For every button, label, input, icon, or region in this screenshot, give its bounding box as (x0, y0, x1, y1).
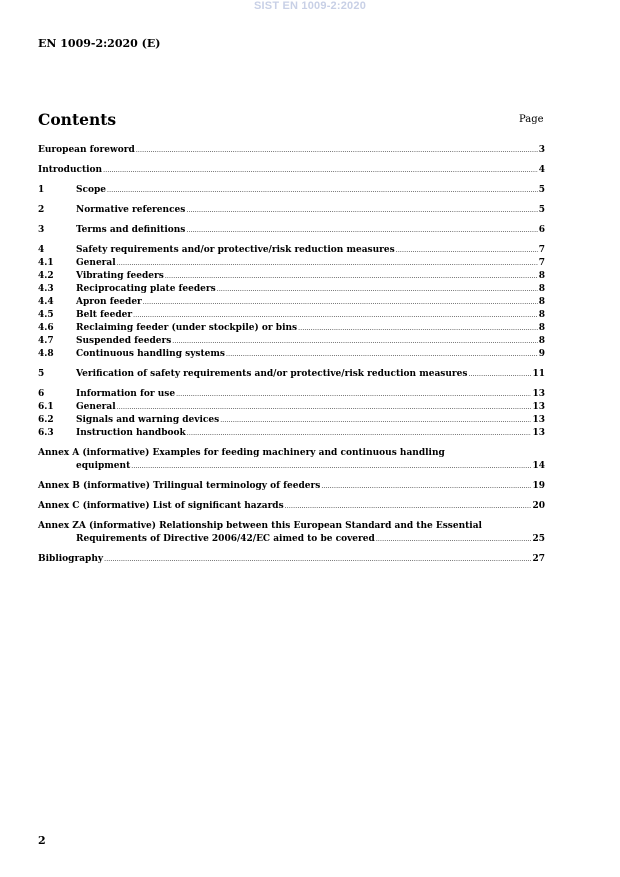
toc-page: 8 (538, 323, 545, 333)
toc-annex-line (38, 447, 545, 460)
toc-entry[interactable] (38, 164, 545, 177)
toc-title: Reclaiming feeder (under stockpile) or bins (76, 323, 298, 333)
toc-page: 13 (532, 428, 545, 438)
leader-dots (376, 533, 532, 546)
toc-number: 3 (38, 225, 45, 235)
toc-title: Annex C (informative) List of significant hazards (38, 501, 284, 511)
toc-page: 3 (538, 145, 545, 155)
toc-title: European foreword (38, 145, 135, 155)
toc-page: 8 (538, 271, 545, 281)
toc-page: 13 (532, 402, 545, 412)
toc-entry[interactable] (38, 414, 545, 427)
toc-title: Annex B (informative) Trilingual terminology of feeders (38, 481, 321, 491)
toc-title: Introduction (38, 165, 103, 175)
toc-page: 14 (532, 461, 545, 471)
page-title: Contents (38, 110, 117, 129)
toc-title: Information for use (76, 389, 176, 399)
toc-title: Safety requirements and/or protective/risk reduction measures (76, 245, 395, 255)
leader-dots (143, 296, 538, 309)
toc-number: 4.4 (38, 297, 54, 307)
toc-number: 6.3 (38, 428, 54, 438)
toc-page: 6 (538, 225, 545, 235)
toc-number: 4.1 (38, 258, 54, 268)
leader-dots (131, 460, 531, 473)
leader-dots (176, 388, 531, 401)
toc-page: 20 (532, 501, 545, 511)
toc-entry[interactable] (38, 553, 545, 566)
toc-annex-line (38, 460, 545, 473)
toc-title-continued: equipment (76, 461, 131, 471)
leader-dots (396, 244, 538, 257)
leader-dots (220, 414, 531, 427)
toc-annex-entry[interactable] (38, 520, 545, 546)
toc-entry[interactable] (38, 184, 545, 197)
toc-annex-entry[interactable] (38, 447, 545, 473)
leader-dots (172, 335, 537, 348)
toc-entry[interactable] (38, 427, 545, 440)
leader-dots (321, 480, 531, 493)
toc-page: 27 (532, 554, 545, 564)
toc-entry[interactable] (38, 368, 545, 381)
toc-number: 2 (38, 205, 45, 215)
toc-title: Annex A (informative) Examples for feeding machinery and continuous handling (38, 448, 445, 458)
toc-title: Normative references (76, 205, 186, 215)
leader-dots (117, 257, 538, 270)
toc-title: Vibrating feeders (76, 271, 164, 281)
toc-page: 13 (532, 415, 545, 425)
toc-entry[interactable] (38, 224, 545, 237)
toc-number: 6.2 (38, 415, 54, 425)
toc-title: Suspended feeders (76, 336, 172, 346)
toc-page: 5 (538, 185, 545, 195)
toc-page: 8 (538, 336, 545, 346)
leader-dots (165, 270, 538, 283)
leader-dots (226, 348, 538, 361)
toc-title: Apron feeder (76, 297, 142, 307)
toc-page: 9 (538, 349, 545, 359)
toc-annex-entry[interactable] (38, 500, 545, 513)
leader-dots (104, 553, 531, 566)
leader-dots (136, 144, 538, 157)
toc-number: 4.7 (38, 336, 54, 346)
page-column-label: Page (519, 114, 544, 125)
toc-page: 4 (538, 165, 545, 175)
toc-entry[interactable] (38, 322, 545, 335)
toc-number: 4.3 (38, 284, 54, 294)
toc-annex-line (38, 533, 545, 546)
toc-title: Instruction handbook (76, 428, 186, 438)
leader-dots (468, 368, 531, 381)
toc-page: 7 (538, 258, 545, 268)
toc-page: 19 (532, 481, 545, 491)
toc-page: 11 (532, 369, 545, 379)
toc-entry[interactable] (38, 244, 545, 257)
leader-dots (298, 322, 538, 335)
toc-entry[interactable] (38, 401, 545, 414)
toc-entry[interactable] (38, 388, 545, 401)
toc-title: Scope (76, 185, 107, 195)
table-of-contents (38, 144, 545, 566)
toc-entry[interactable] (38, 270, 545, 283)
toc-title: Verification of safety requirements and/or protective/risk reduction measures (76, 369, 468, 379)
toc-number: 4.6 (38, 323, 54, 333)
leader-dots (187, 427, 532, 440)
page-number: 2 (38, 834, 46, 847)
toc-page: 5 (538, 205, 545, 215)
toc-title-continued: Requirements of Directive 2006/42/EC aimed to be covered (76, 534, 375, 544)
toc-entry[interactable] (38, 296, 545, 309)
toc-number: 1 (38, 185, 45, 195)
leader-dots (117, 401, 532, 414)
toc-title: Annex ZA (informative) Relationship between this European Standard and the Essential (38, 521, 482, 531)
document-id: EN 1009-2:2020 (E) (38, 37, 161, 50)
leader-dots (217, 283, 538, 296)
toc-page: 13 (532, 389, 545, 399)
toc-number: 4.8 (38, 349, 54, 359)
toc-page: 25 (532, 534, 545, 544)
toc-page: 8 (538, 297, 545, 307)
toc-entry[interactable] (38, 348, 545, 361)
toc-title: Signals and warning devices (76, 415, 220, 425)
toc-page: 8 (538, 284, 545, 294)
leader-dots (107, 184, 538, 197)
toc-title: Belt feeder (76, 310, 133, 320)
toc-entry[interactable] (38, 257, 545, 270)
toc-entry[interactable] (38, 144, 545, 157)
toc-title: General (76, 402, 116, 412)
toc-title: Continuous handling systems (76, 349, 225, 359)
toc-entry[interactable] (38, 335, 545, 348)
toc-annex-line (38, 520, 545, 533)
toc-number: 6 (38, 389, 45, 399)
toc-number: 6.1 (38, 402, 54, 412)
leader-dots (186, 224, 537, 237)
leader-dots (285, 500, 532, 513)
toc-entry[interactable] (38, 309, 545, 322)
toc-title: General (76, 258, 116, 268)
toc-page: 8 (538, 310, 545, 320)
toc-title: Bibliography (38, 554, 104, 564)
toc-number: 4 (38, 245, 45, 255)
toc-entry[interactable] (38, 204, 545, 217)
leader-dots (186, 204, 537, 217)
watermark: SIST EN 1009-2:2020 (253, 0, 367, 12)
toc-number: 5 (38, 369, 45, 379)
toc-title: Terms and definitions (76, 225, 186, 235)
toc-annex-entry[interactable] (38, 480, 545, 493)
toc-title: Reciprocating plate feeders (76, 284, 216, 294)
toc-page: 7 (538, 245, 545, 255)
toc-number: 4.2 (38, 271, 54, 281)
leader-dots (103, 164, 538, 177)
toc-entry[interactable] (38, 283, 545, 296)
leader-dots (133, 309, 538, 322)
toc-number: 4.5 (38, 310, 54, 320)
